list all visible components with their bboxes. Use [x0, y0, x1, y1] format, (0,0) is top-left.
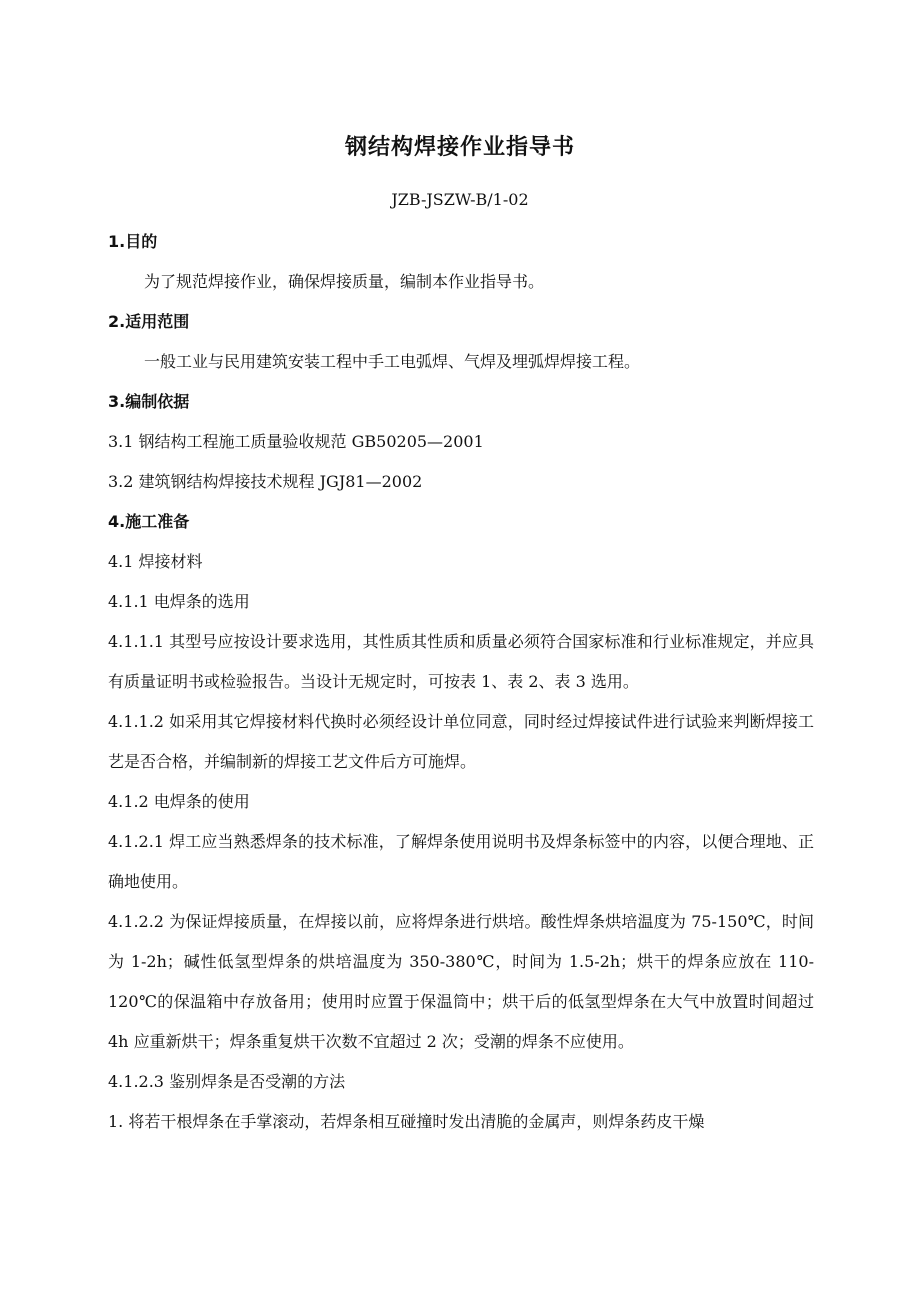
- section-heading: 1.目的: [108, 232, 158, 251]
- paragraph: 4.1.1.1 其型号应按设计要求选用，其性质其性质和质量必须符合国家标准和行业标准规定，并应具有质量证明书或检验报告。当设计无规定时，可按表 1、表 2、表 3 选用。: [108, 632, 814, 691]
- document-number: JZB-JSZW-B/1-02: [391, 190, 529, 209]
- section-heading: 3.编制依据: [108, 392, 190, 411]
- section-2: [108, 302, 814, 382]
- section-text: 一般工业与民用建筑安装工程中手工电弧焊、气焊及埋弧焊焊接工程。: [144, 352, 641, 371]
- paragraph: 4.1.1 电焊条的选用: [108, 592, 250, 611]
- paragraph: 4.1.2 电焊条的使用: [108, 792, 250, 811]
- section-3: [108, 382, 814, 502]
- section-heading: 2.适用范围: [108, 312, 190, 331]
- list-item: 3.1 钢结构工程施工质量验收规范 GB50205—2001: [108, 432, 484, 451]
- document-title: 钢结构焊接作业指导书: [344, 135, 575, 160]
- paragraph: 4.1.2.3 鉴别焊条是否受潮的方法: [108, 1072, 346, 1091]
- section-text: 为了规范焊接作业，确保焊接质量，编制本作业指导书。: [144, 272, 545, 291]
- section-heading: 4.施工准备: [108, 512, 190, 531]
- list-item: 3.2 建筑钢结构焊接技术规程 JGJ81—2002: [108, 472, 423, 491]
- paragraph: 4.1.2.2 为保证焊接质量，在焊接以前，应将焊条进行烘培。酸性焊条烘培温度为 75-150℃，时间为 1-2h；碱性低氢型焊条的烘培温度为 350-380℃，时间为 1.5-2h；烘干的焊条应放在 110-120℃的保温箱中存放备用；使用时应置于保温筒中；烘干后的低氢型焊条在大气中放置时间超过 4h 应重新烘干；焊条重复烘干次数不宜超过 2 次；受潮的焊条不应使用。: [108, 912, 814, 1051]
- paragraph: 4.1.2.1 焊工应当熟悉焊条的技术标准，了解焊条使用说明书及焊条标签中的内容，以便合理地、正确地使用。: [108, 832, 814, 891]
- paragraph: 1. 将若干根焊条在手掌滚动，若焊条相互碰撞时发出清脆的金属声，则焊条药皮干燥: [108, 1112, 705, 1131]
- paragraph: 4.1 焊接材料: [108, 552, 203, 571]
- section-4: [108, 502, 814, 1142]
- section-1: [108, 222, 814, 302]
- paragraph: 4.1.1.2 如采用其它焊接材料代换时必须经设计单位同意，同时经过焊接试件进行试验来判断焊接工艺是否合格，并编制新的焊接工艺文件后方可施焊。: [108, 712, 814, 771]
